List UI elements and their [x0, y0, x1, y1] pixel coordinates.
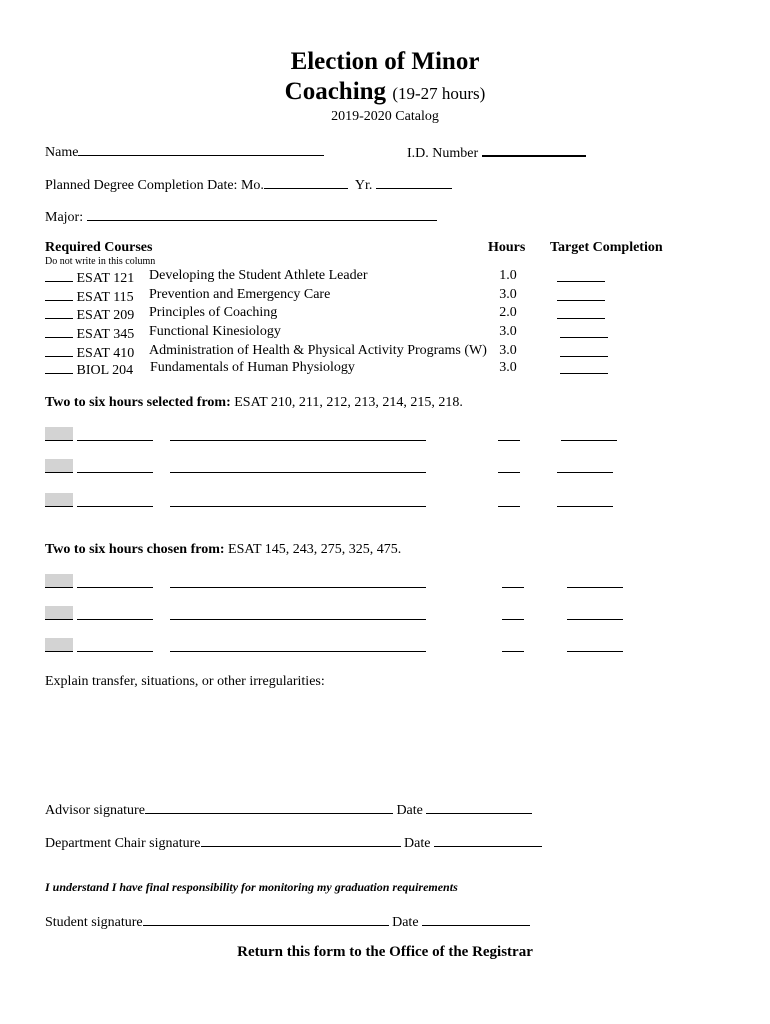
- elective-check-box[interactable]: [45, 638, 73, 652]
- student-signature-label: Student signature: [45, 915, 143, 930]
- required-courses-heading: Required Courses: [45, 240, 153, 255]
- id-field[interactable]: [407, 142, 586, 162]
- major-blank[interactable]: [87, 207, 437, 221]
- course-hours: 2.0: [499, 305, 517, 320]
- name-field[interactable]: [45, 142, 324, 161]
- elective-check-box[interactable]: [45, 606, 73, 620]
- target-completion-heading: Target Completion: [550, 240, 663, 255]
- elective-group-1-list: ESAT 210, 211, 212, 213, 214, 215, 218.: [234, 395, 463, 410]
- course-row: [45, 268, 134, 287]
- advisor-signature-label: Advisor signature: [45, 803, 145, 818]
- hours-range: (19-27 hours): [392, 84, 486, 103]
- course-check-blank[interactable]: [45, 324, 73, 338]
- month-blank[interactable]: [264, 175, 348, 189]
- do-not-write-note: Do not write in this column: [45, 256, 156, 267]
- elective-hours-blank[interactable]: [498, 506, 520, 507]
- id-blank[interactable]: [482, 142, 586, 157]
- chair-signature-blank[interactable]: [201, 833, 401, 847]
- elective-hours-blank[interactable]: [502, 619, 524, 620]
- course-title: Fundamentals of Human Physiology: [150, 360, 355, 375]
- elective-target-blank[interactable]: [557, 506, 613, 507]
- course-code: ESAT 115: [76, 290, 134, 305]
- elective-group-2-heading: [45, 542, 401, 558]
- elective-course-blank[interactable]: [77, 440, 153, 441]
- advisor-signature-field[interactable]: [45, 800, 532, 819]
- course-code: BIOL 204: [76, 363, 134, 378]
- course-title: Developing the Student Athlete Leader: [149, 268, 368, 283]
- elective-check-box[interactable]: [45, 427, 73, 441]
- elective-hours-blank[interactable]: [502, 651, 524, 652]
- elective-course-blank[interactable]: [77, 619, 153, 620]
- student-date-blank[interactable]: [422, 912, 530, 926]
- elective-target-blank[interactable]: [557, 472, 613, 473]
- advisor-signature-blank[interactable]: [145, 800, 393, 814]
- year-label: Yr.: [354, 178, 373, 193]
- chair-date-blank[interactable]: [434, 833, 542, 847]
- advisor-date-label: Date: [396, 803, 423, 818]
- planned-date-label: Planned Degree Completion Date: Mo.: [45, 178, 264, 193]
- elective-group-2-list: ESAT 145, 243, 275, 325, 475.: [228, 542, 402, 557]
- minor-name: Coaching: [284, 78, 387, 105]
- course-row: [45, 324, 134, 343]
- target-blank[interactable]: [557, 318, 605, 319]
- elective-title-blank[interactable]: [170, 472, 426, 473]
- form-subtitle: [0, 78, 770, 106]
- student-signature-blank[interactable]: [143, 912, 389, 926]
- elective-target-blank[interactable]: [567, 619, 623, 620]
- target-blank[interactable]: [560, 337, 608, 338]
- course-title: Functional Kinesiology: [149, 324, 281, 339]
- elective-check-box[interactable]: [45, 459, 73, 473]
- elective-hours-blank[interactable]: [498, 440, 520, 441]
- student-signature-field[interactable]: [45, 912, 530, 931]
- advisor-date-blank[interactable]: [426, 800, 532, 814]
- course-row: [45, 305, 134, 324]
- elective-group-1-heading: [45, 395, 463, 411]
- course-code: ESAT 410: [76, 346, 135, 361]
- target-blank[interactable]: [560, 373, 608, 374]
- chair-signature-label: Department Chair signature: [45, 836, 201, 851]
- elective-course-blank[interactable]: [77, 506, 153, 507]
- elective-hours-blank[interactable]: [498, 472, 520, 473]
- course-code: ESAT 345: [76, 327, 135, 342]
- target-blank[interactable]: [557, 281, 605, 282]
- major-label: Major:: [45, 210, 84, 225]
- elective-target-blank[interactable]: [567, 651, 623, 652]
- elective-title-blank[interactable]: [170, 619, 426, 620]
- target-blank[interactable]: [560, 356, 608, 357]
- course-row: [45, 287, 134, 306]
- course-title: Administration of Health & Physical Activity Programs (W): [149, 343, 487, 358]
- course-hours: 3.0: [499, 360, 517, 375]
- course-title: Prevention and Emergency Care: [149, 287, 331, 302]
- elective-title-blank[interactable]: [170, 651, 426, 652]
- elective-check-box[interactable]: [45, 574, 73, 588]
- course-hours: 1.0: [499, 268, 517, 283]
- chair-date-label: Date: [404, 836, 431, 851]
- elective-group-1-label: Two to six hours selected from:: [45, 395, 231, 410]
- course-check-blank[interactable]: [45, 268, 73, 282]
- elective-target-blank[interactable]: [567, 587, 623, 588]
- target-blank[interactable]: [557, 300, 605, 301]
- course-check-blank[interactable]: [45, 343, 73, 357]
- course-check-blank[interactable]: [45, 287, 73, 301]
- chair-signature-field[interactable]: [45, 833, 542, 852]
- explain-label: Explain transfer, situations, or other irregularities:: [45, 674, 325, 689]
- elective-target-blank[interactable]: [561, 440, 617, 441]
- elective-title-blank[interactable]: [170, 440, 426, 441]
- elective-title-blank[interactable]: [170, 506, 426, 507]
- course-hours: 3.0: [499, 287, 517, 302]
- course-check-blank[interactable]: [45, 305, 73, 319]
- responsibility-statement: I understand I have final responsibility for monitoring my graduation requirements: [45, 880, 458, 894]
- name-label: Name: [45, 145, 79, 160]
- course-hours: 3.0: [499, 324, 517, 339]
- course-code: ESAT 121: [76, 271, 135, 286]
- id-label: I.D. Number: [407, 146, 479, 161]
- year-blank[interactable]: [376, 175, 452, 189]
- course-title: Principles of Coaching: [149, 305, 278, 320]
- explain-area[interactable]: [45, 694, 725, 790]
- name-blank[interactable]: [78, 142, 324, 156]
- elective-group-2-label: Two to six hours chosen from:: [45, 542, 225, 557]
- elective-course-blank[interactable]: [77, 472, 153, 473]
- elective-course-blank[interactable]: [77, 651, 153, 652]
- elective-course-blank[interactable]: [77, 587, 153, 588]
- student-date-label: Date: [392, 915, 419, 930]
- elective-check-box[interactable]: [45, 493, 73, 507]
- course-row: [45, 360, 133, 379]
- return-instruction: Return this form to the Office of the Registrar: [237, 944, 533, 960]
- catalog-year: 2019-2020 Catalog: [331, 109, 439, 124]
- course-hours: 3.0: [499, 343, 517, 358]
- major-field[interactable]: [45, 207, 437, 226]
- hours-heading: Hours: [488, 240, 526, 255]
- course-code: ESAT 209: [76, 308, 135, 323]
- planned-date-field[interactable]: [45, 175, 452, 194]
- elective-title-blank[interactable]: [170, 587, 426, 588]
- form-title: Election of Minor: [290, 48, 480, 75]
- elective-hours-blank[interactable]: [502, 587, 524, 588]
- course-check-blank[interactable]: [45, 360, 73, 374]
